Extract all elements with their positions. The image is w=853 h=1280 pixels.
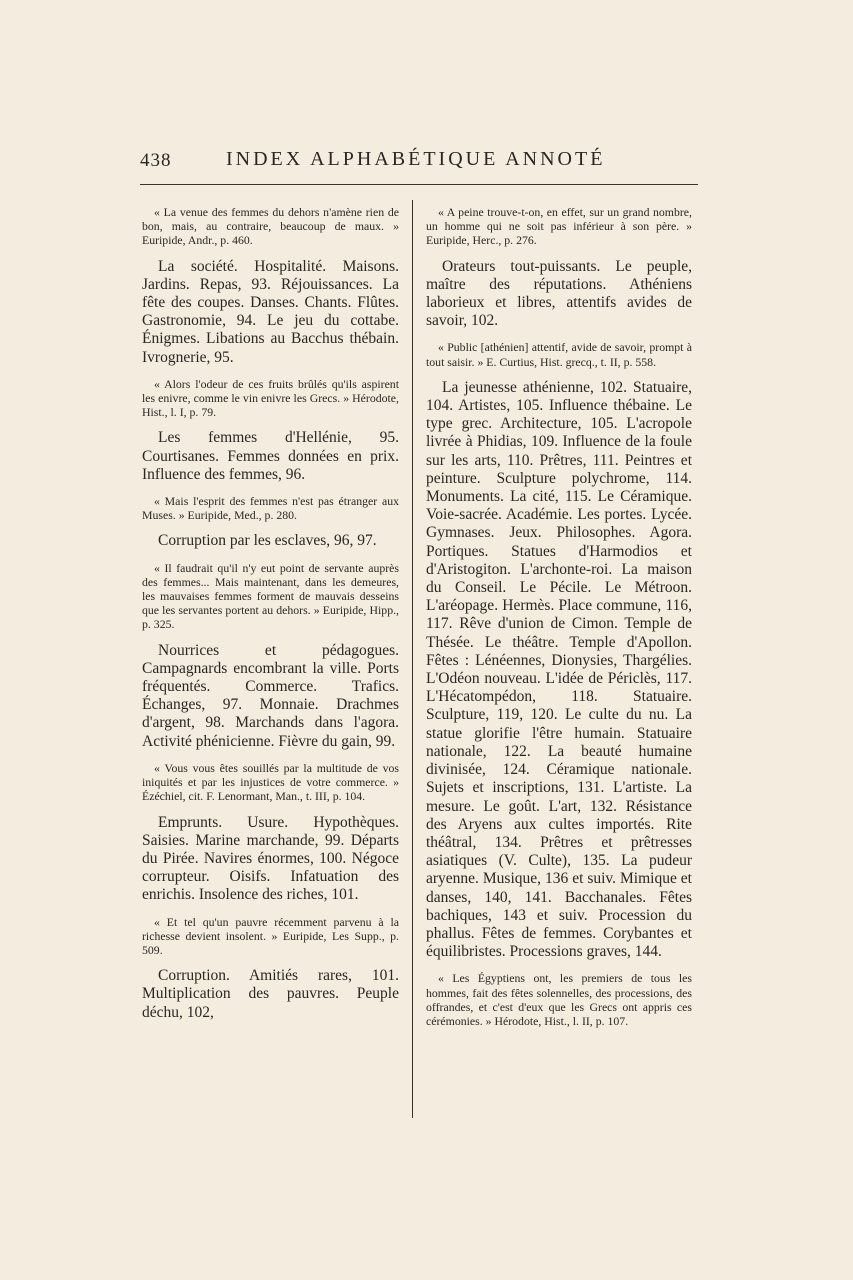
column-divider [412, 200, 413, 1118]
left-column [142, 205, 399, 1032]
quote-paragraph: « Il faudrait qu'il n'y eut point de servante auprès des femmes... Mais maintenant, dans les demeures, les mauvaises femmes forment de mauvais desseins que les servantes portent au dehors. » Euripide, Hipp., p. 325. [142, 560, 399, 632]
quote-paragraph: « Mais l'esprit des femmes n'est pas étranger aux Muses. » Euripide, Med., p. 280. [142, 494, 399, 523]
index-paragraph: Nourrices et pédagogues. Campagnards encombrant la ville. Ports fréquentés. Commerce. Trafics. Échanges, 97. Monnaie. Drachmes d'argent, 98. Marchands dans l'agora. Activité phénicienne. Fièvre du gain, 99. [142, 641, 399, 750]
running-title: INDEX ALPHABÉTIQUE ANNOTÉ [226, 148, 606, 170]
index-paragraph: Corruption. Amitiés rares, 101. Multiplication des pauvres. Peuple déchu, 102, [142, 967, 399, 1021]
quote-paragraph: « Alors l'odeur de ces fruits brûlés qu'ils aspirent les enivre, comme le vin enivre les Grecs. » Hérodote, Hist., l. I, p. 79. [142, 376, 399, 420]
quote-paragraph: « Vous vous êtes souillés par la multitude de vos iniquités et par les injustices de votre commerce. » Ézéchiel, cit. F. Lenormant, Man., t. III, p. 104. [142, 760, 399, 804]
index-paragraph: Orateurs tout-puissants. Le peuple, maître des réputations. Athéniens laborieux et libres, attentifs avides de savoir, 102. [426, 257, 692, 330]
quote-paragraph: « Public [athénien] attentif, avide de savoir, prompt à tout saisir. » E. Curtius, Hist. grecq., t. II, p. 558. [426, 340, 692, 369]
quote-paragraph: « Et tel qu'un pauvre récemment parvenu à la richesse devient insolent. » Euripide, Les Supp., p. 509. [142, 914, 399, 957]
header-rule [140, 184, 698, 185]
right-column [426, 205, 692, 1038]
index-paragraph: La société. Hospitalité. Maisons. Jardins. Repas, 93. Réjouissances. La fête des coupes. Danses. Chants. Flûtes. Gastronomie, 94. Le jeu du cottabe. Énigmes. Libations au Bacchus thébain. Ivrognerie, 95. [142, 257, 399, 366]
index-paragraph: Les femmes d'Hellénie, 95. Courtisanes. Femmes données en prix. Influence des femmes, 96. [142, 429, 399, 483]
index-paragraph: La jeunesse athénienne, 102. Statuaire, 104. Artistes, 105. Influence thébaine. Le type grec. Architecture, 105. L'acropole livrée à Phidias, 109. Influence de la foule sur les arts, 110. Prêtres, 111. Peintres et peinture. Sculpture polychrome, 114. Monuments. La cité, 115. Le Céramique. Voie-sacrée. Académie. Les portes. Lycée. Gymnases. Jeux. Philosophes. Agora. Portiques. Statues d'Harmodios et d'Aristogiton. L'archonte-roi. La maison du Conseil. Le Pécile. Le Métroon. L'aréopage. Hermès. Place commune, 116, 117. Rêve d'union de Cimon. Temple de Thésée. Le théâtre. Temple d'Apollon. Fêtes : Lénéennes, Dionysies, Thargélies. L'Odéon nouveau. L'idée de Périclès, 117. L'Hécatompédon, 118. Statuaire. Sculpture, 119, 120. Le culte du nu. La statue glorifie l'être humain. Statuaire nationale, 122. La beauté humaine divinisée, 124. Céramique nationale. Sujets et inscriptions, 131. L'artiste. La mesure. Le goût. L'art, 132. Résistance des Aryens aux cultes importés. Rite théâtral, 134. Prêtres et prêtresses asiatiques (V. Culte), 135. La pudeur aryenne. Musique, 136 et suiv. Mimique et danses, 140, 141. Bacchanales. Fêtes bachiques, 143 et suiv. Procession du phallus. Fêtes de femmes. Corybantes et équilibristes. Processions graves, 144. [426, 378, 692, 961]
page-number: 438 [140, 150, 172, 171]
index-paragraph: Corruption par les esclaves, 96, 97. [158, 532, 377, 550]
index-paragraph: Emprunts. Usure. Hypothèques. Saisies. Marine marchande, 99. Départs du Pirée. Navires énormes, 100. Négoce corrupteur. Oisifs. Infatuation des enrichis. Insolence des riches, 101. [142, 813, 399, 904]
quote-paragraph: « Les Égyptiens ont, les premiers de tous les hommes, fait des fêtes solennelles, des processions, des offrandes, et c'est d'eux que les Grecs ont appris ces cérémonies. » Hérodote, Hist., l. II, p. 107. [426, 971, 692, 1028]
quote-paragraph: « A peine trouve-t-on, en effet, sur un grand nombre, un homme qui ne soit pas inférieur à son père. » Euripide, Herc., p. 276. [426, 205, 692, 248]
quote-paragraph: « La venue des femmes du dehors n'amène rien de bon, mais, au contraire, beaucoup de maux. » Euripide, Andr., p. 460. [142, 205, 399, 248]
